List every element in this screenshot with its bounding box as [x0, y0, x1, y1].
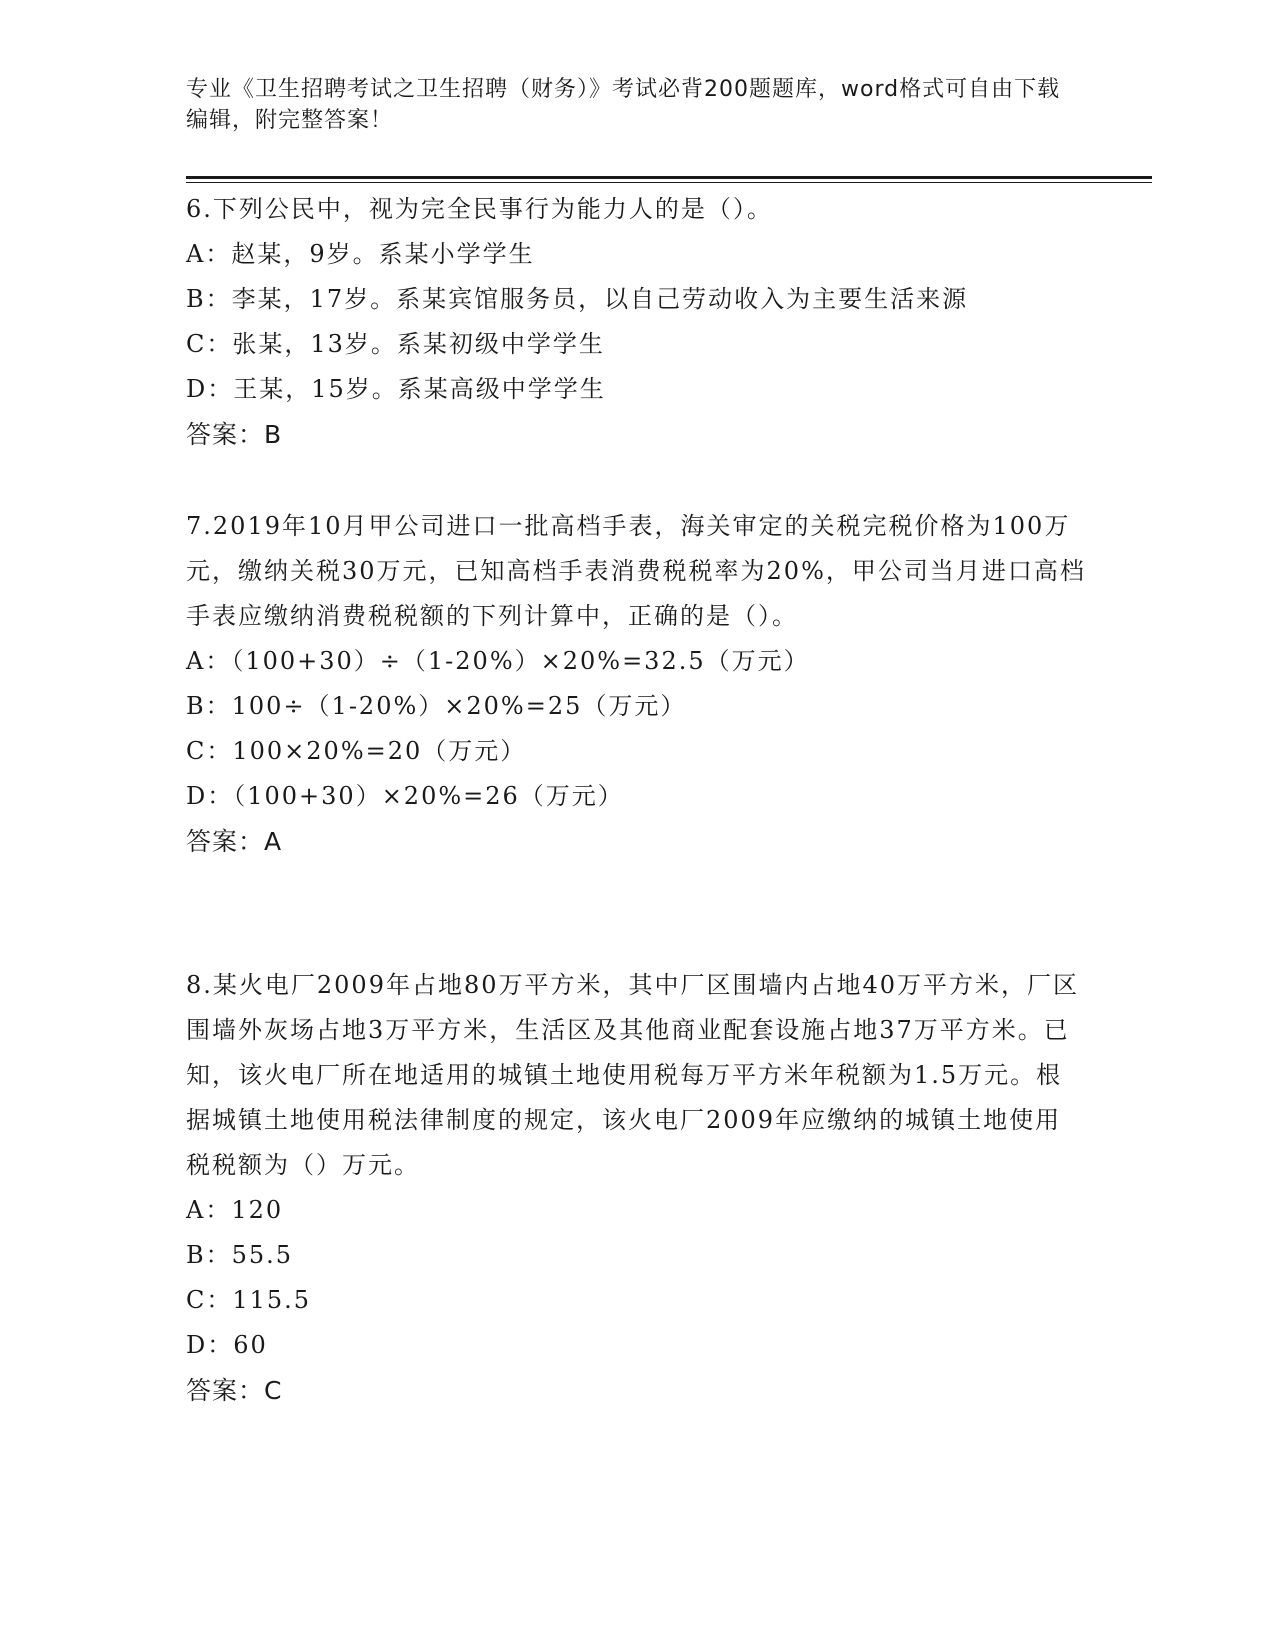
question-8: [186, 963, 1086, 1413]
option-b: B：100÷（1-20%）×20%=25（万元）: [186, 692, 687, 720]
option-b: B：55.5: [186, 1241, 294, 1269]
question-6: [186, 187, 1086, 457]
answer-line: 答案：A: [186, 827, 283, 856]
question-stem: 6.下列公民中，视为完全民事行为能力人的是（）。: [186, 195, 773, 223]
header-divider-thick: [186, 176, 1152, 179]
option-b: B：李某，17岁。系某宾馆服务员，以自己劳动收入为主要生活来源: [186, 285, 969, 313]
question-7: [186, 504, 1086, 864]
option-d: D：（100+30）×20%=26（万元）: [186, 782, 624, 810]
answer-line: 答案：C: [186, 1376, 283, 1405]
option-c: C：100×20%=20（万元）: [186, 737, 527, 765]
question-stem: 7.2019年10月甲公司进口一批高档手表，海关审定的关税完税价格为100万元，缴纳关税30万元，已知高档手表消费税税率为20%，甲公司当月进口高档手表应缴纳消费税税额的下列计算中，正确的是（）。: [186, 512, 1086, 630]
option-a: A：120: [186, 1196, 284, 1224]
header-divider-thin: [186, 182, 1152, 183]
option-c: C：115.5: [186, 1286, 312, 1314]
option-d: D：王某，15岁。系某高级中学学生: [186, 375, 606, 403]
option-a: A：赵某，9岁。系某小学学生: [186, 240, 535, 268]
question-stem: 8.某火电厂2009年占地80万平方米，其中厂区围墙内占地40万平方米，厂区围墙外灰场占地3万平方米，生活区及其他商业配套设施占地37万平方米。已知，该火电厂所在地适用的城镇土地使用税每万平方米年税额为1.5万元。根据城镇土地使用税法律制度的规定，该火电厂2009年应缴纳的城镇土地使用税税额为（）万元。: [186, 971, 1080, 1179]
document-header: 专业《卫生招聘考试之卫生招聘（财务）》考试必背200题题库，word格式可自由下载编辑，附完整答案！: [186, 77, 1061, 133]
answer-line: 答案：B: [186, 420, 283, 449]
option-c: C：张某，13岁。系某初级中学学生: [186, 330, 605, 358]
option-d: D：60: [186, 1331, 268, 1359]
option-a: A：（100+30）÷（1-20%）×20%=32.5（万元）: [186, 647, 810, 675]
